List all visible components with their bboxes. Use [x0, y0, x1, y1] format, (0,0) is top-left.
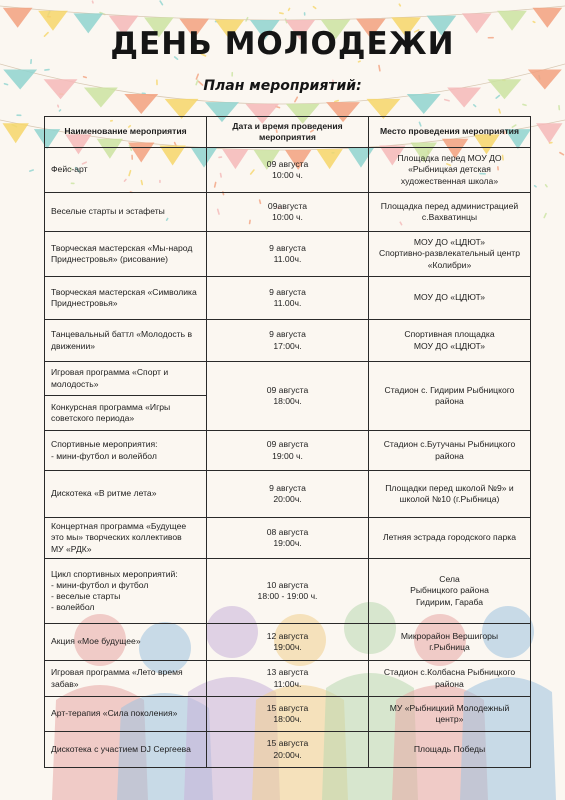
confetti-piece — [245, 17, 249, 22]
event-name: Игровая программа «Спорт и молодость» — [45, 362, 207, 396]
event-place: МУ «Рыбницкий Молодежный центр» — [369, 697, 531, 732]
confetti-piece — [398, 3, 401, 7]
table-row — [45, 320, 531, 362]
event-place: Площадь Победы — [369, 732, 531, 768]
table-row — [45, 518, 531, 559]
event-name: Дискотека с участием DJ Сергеева — [45, 732, 207, 768]
confetti-piece — [231, 72, 233, 77]
event-place: Стадион с.Колбасна Рыбницкого района — [369, 661, 531, 697]
confetti-piece — [57, 104, 60, 108]
bunting-flag — [124, 94, 158, 114]
page-title: ДЕНЬ МОЛОДЕЖИ — [110, 26, 455, 62]
confetti-piece — [16, 114, 21, 116]
confetti-piece — [304, 12, 306, 16]
table-row — [45, 559, 531, 624]
confetti-piece — [534, 185, 538, 188]
confetti-piece — [378, 65, 381, 72]
event-date: 09 августа 19:00 ч. — [207, 431, 369, 471]
table-row — [45, 431, 531, 471]
event-name: Фейс-арт — [45, 148, 207, 193]
event-date: 13 августа 11:00ч. — [207, 661, 369, 697]
page-subtitle: План мероприятий: — [203, 78, 362, 94]
events-table — [44, 116, 531, 768]
table-row — [45, 471, 531, 518]
confetti-piece — [522, 103, 527, 106]
column-header-date: Дата и время проведения мероприятия — [207, 117, 369, 148]
confetti-piece — [559, 152, 565, 156]
event-date: 09 августа 18:00ч. — [207, 362, 369, 431]
event-date: 15 августа 20:00ч. — [207, 732, 369, 768]
event-place: Стадион с.Бутучаны Рыбницкого района — [369, 431, 531, 471]
confetti-piece — [159, 0, 164, 6]
event-place: Микрорайон Вершигоры г.Рыбница — [369, 624, 531, 661]
confetti-piece — [532, 21, 536, 24]
event-name: Веселые старты и эстафеты — [45, 193, 207, 232]
confetti-piece — [543, 212, 547, 218]
confetti-piece — [473, 104, 477, 108]
event-name: Спортивные мероприятия: - мини-футбол и волейбол — [45, 431, 207, 471]
bunting-flag — [407, 94, 441, 114]
bunting-flag — [533, 8, 563, 28]
table-row — [45, 697, 531, 732]
confetti-piece — [498, 108, 501, 114]
confetti-piece — [58, 109, 61, 112]
confetti-piece — [29, 169, 34, 172]
event-name: Цикл спортивных мероприятий: - мини-футбол и футбол - веселые старты - волейбол — [45, 559, 207, 624]
confetti-piece — [91, 0, 94, 4]
confetti-piece — [279, 12, 284, 15]
table-row — [45, 624, 531, 661]
confetti-piece — [444, 99, 450, 102]
event-name: Концертная программа «Будущее это мы» творческих коллективов МУ «РДК» — [45, 518, 207, 559]
confetti-piece — [312, 6, 316, 10]
table-row — [45, 232, 531, 277]
event-date: 09 августа 10:00 ч. — [207, 148, 369, 193]
event-date: 9 августа 17:00ч. — [207, 320, 369, 362]
event-place: Летняя эстрада городского парка — [369, 518, 531, 559]
event-date: 09августа 10:00 ч. — [207, 193, 369, 232]
event-place: Площадка перед МОУ ДО «Рыбницкая детская художественная школа» — [369, 148, 531, 193]
event-date: 12 августа 19:00ч. — [207, 624, 369, 661]
event-place: Площадки перед школой №9» и школой №10 (г.Рыбница) — [369, 471, 531, 518]
event-name: Игровая программа «Лето время забав» — [45, 661, 207, 697]
table-row — [45, 661, 531, 697]
bunting-flag — [536, 123, 562, 143]
bunting-flag — [3, 123, 29, 143]
table-row — [45, 148, 531, 193]
confetti-piece — [287, 7, 290, 11]
event-place: МОУ ДО «ЦДЮТ» — [369, 277, 531, 320]
event-name: Творческая мастерская «Символика Приднестровья» — [45, 277, 207, 320]
event-name: Арт-терапия «Сила поколения» — [45, 697, 207, 732]
event-date: 10 августа 18:00 - 19:00 ч. — [207, 559, 369, 624]
event-place: Села Рыбницкого района Гидирим, Гараба — [369, 559, 531, 624]
event-date: 9 августа 11.00ч. — [207, 232, 369, 277]
event-place: Стадион с. Гидирим Рыбницкого района — [369, 362, 531, 431]
event-date: 08 августа 19:00ч. — [207, 518, 369, 559]
confetti-piece — [294, 96, 299, 103]
event-date: 9 августа 11.00ч. — [207, 277, 369, 320]
column-header-place: Место проведения мероприятия — [369, 117, 531, 148]
confetti-piece — [44, 69, 50, 71]
event-name: Дискотека «В ритме лета» — [45, 471, 207, 518]
event-place: Площадка перед администрацией с.Вахватинцы — [369, 193, 531, 232]
bunting-flag — [3, 8, 33, 28]
confetti-piece — [558, 105, 560, 110]
event-date: 9 августа 20:00ч. — [207, 471, 369, 518]
table-row — [45, 362, 531, 396]
event-date: 15 августа 18:00ч. — [207, 697, 369, 732]
confetti-piece — [495, 94, 501, 99]
event-place: МОУ ДО «ЦДЮТ» Спортивно-развлекательный центр «Колибри» — [369, 232, 531, 277]
column-header-name: Наименование мероприятия — [45, 117, 207, 148]
event-place: Спортивная площадка МОУ ДО «ЦДЮТ» — [369, 320, 531, 362]
event-name: Акция «Мое будущее» — [45, 624, 207, 661]
table-header-row — [45, 117, 531, 148]
table-row — [45, 277, 531, 320]
confetti-piece — [544, 184, 548, 188]
event-name: Творческая мастерская «Мы-народ Приднестровья» (рисование) — [45, 232, 207, 277]
table-row — [45, 732, 531, 768]
table-row — [45, 193, 531, 232]
event-name: Танцевальный баттл «Молодость в движении» — [45, 320, 207, 362]
event-name: Конкурсная программа «Игры советского периода» — [45, 396, 207, 431]
